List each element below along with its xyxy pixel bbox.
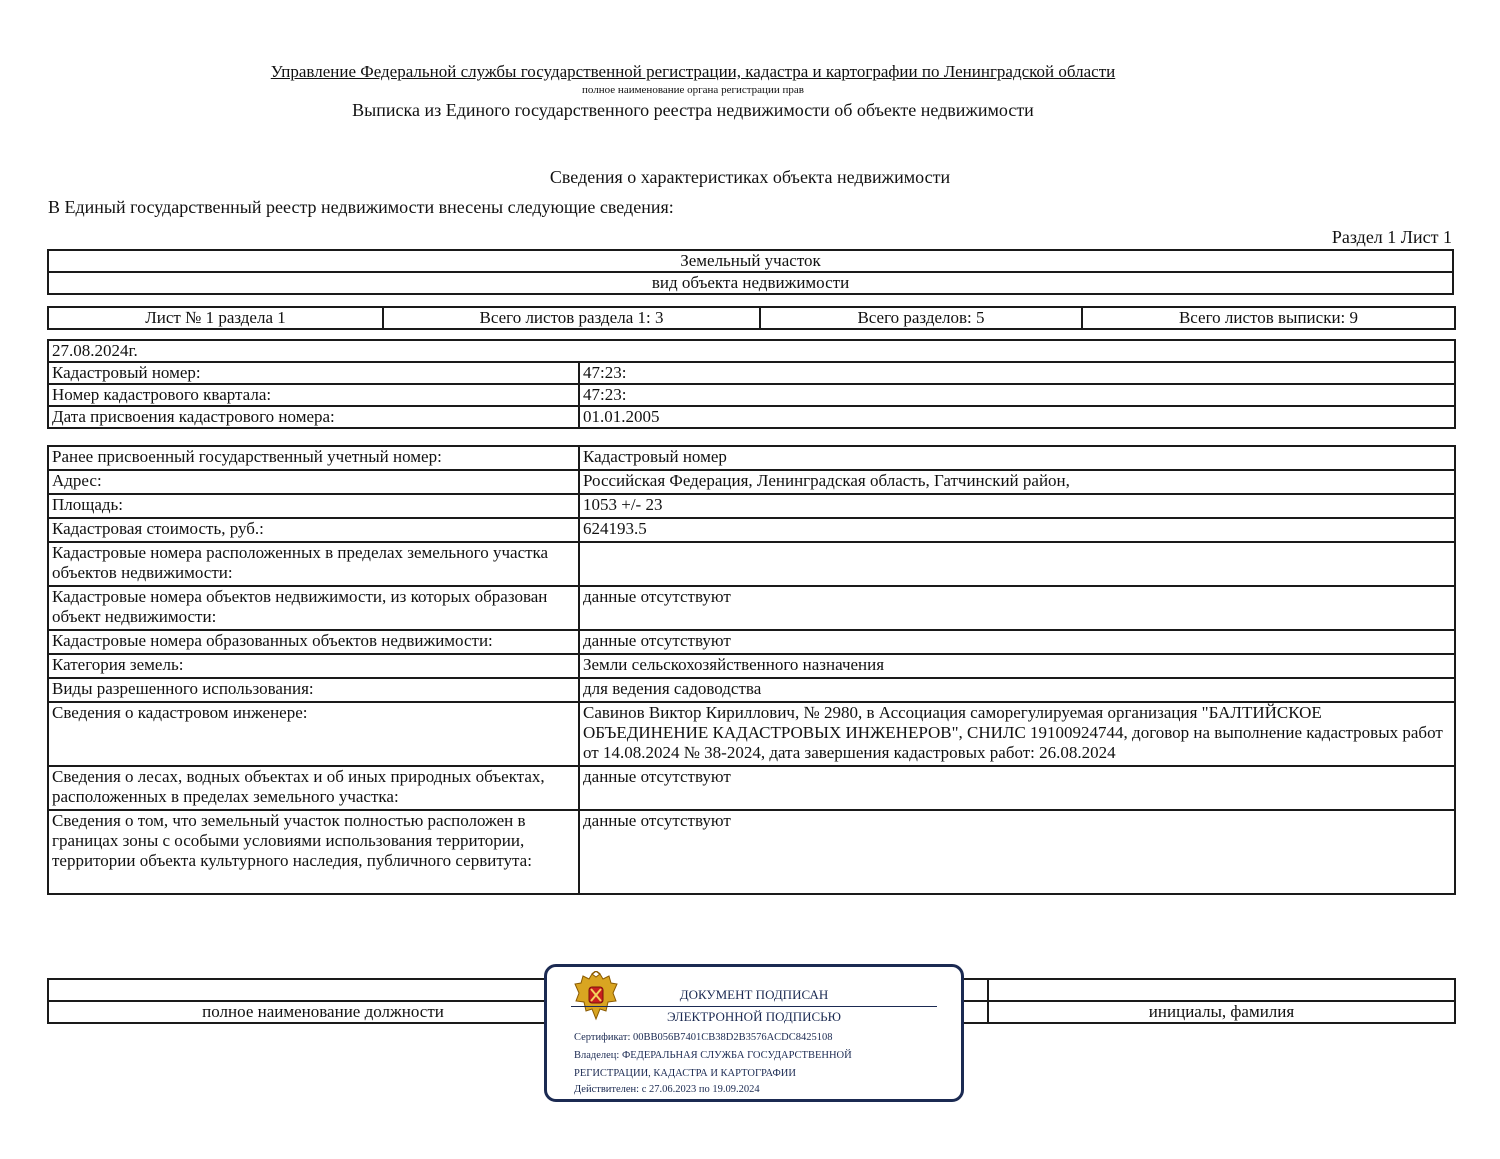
object-type: Земельный участок [48,250,1453,272]
total-sheet-count: Всего листов выписки: 9 [1082,307,1455,329]
row-value: Савинов Виктор Кириллович, № 2980, в Ассоциация саморегулируемая организация "БАЛТИЙСКОЕ ОБЪЕДИНЕНИЕ КАДАСТРОВЫХ ИНЖЕНЕРОВ", СНИЛС 19100924744, договор на выполнение кадастровых работ от 14.08.2024 № 38-2024, дата завершения кадастровых работ: 26.08.2024 [579,702,1455,766]
table-row [48,654,1455,678]
row-label: Дата присвоения кадастрового номера: [48,406,579,428]
row-label: Кадастровые номера объектов недвижимости, из которых образован объект недвижимости: [48,586,579,630]
sheets-table [47,306,1456,330]
sheet-number: Лист № 1 раздела 1 [48,307,383,329]
electronic-signature-stamp [544,964,964,1102]
stamp-title-line2: ЭЛЕКТРОННОЙ ПОДПИСЬЮ [667,1009,841,1024]
row-label: Кадастровая стоимость, руб.: [48,518,579,542]
stamp-title-line1: ДОКУМЕНТ ПОДПИСАН [679,987,829,1002]
row-label: Ранее присвоенный государственный учетный номер: [48,446,579,470]
table-row [48,446,1455,470]
row-value: Российская Федерация, Ленинградская область, Гатчинский район, [579,470,1455,494]
name-field [988,979,1455,1001]
table-row [48,384,1455,406]
row-value: данные отсутствуют [579,766,1455,810]
row-label: Кадастровые номера расположенных в пределах земельного участка объектов недвижимости: [48,542,579,586]
table-row [48,542,1455,586]
row-value: данные отсутствуют [579,630,1455,654]
row-label: Виды разрешенного использования: [48,678,579,702]
stamp-owner-line2: РЕГИСТРАЦИИ, КАДАСТРА И КАРТОГРАФИИ [574,1068,796,1079]
row-label: Категория земель: [48,654,579,678]
extract-date: 27.08.2024г. [48,340,1455,362]
row-value: 624193.5 [579,518,1455,542]
sheet-reference: Раздел 1 Лист 1 [1331,227,1452,247]
row-value: Земли сельскохозяйственного назначения [579,654,1455,678]
table-row [48,586,1455,630]
stamp-certificate: Сертификат: 00BB056B7401CB38D2B3576ACDC8425108 [574,1032,833,1043]
table-row [48,470,1455,494]
row-value: данные отсутствуют [579,810,1455,894]
table-row [48,494,1455,518]
object-type-table [47,249,1454,295]
row-value [579,542,1455,586]
row-label: Сведения о кадастровом инженере: [48,702,579,766]
table-row [48,518,1455,542]
row-label: Сведения о лесах, водных объектах и об иных природных объектах, расположенных в пределах земельного участка: [48,766,579,810]
row-value: Кадастровый номер [579,446,1455,470]
row-label: Номер кадастрового квартала: [48,384,579,406]
row-label: Сведения о том, что земельный участок полностью расположен в границах зоны с особыми условиями использования территории, территории объекта культурного наследия, публичного сервитута: [48,810,579,894]
position-field [48,979,598,1001]
table-row [48,678,1455,702]
agency-caption: полное наименование органа регистрации прав [582,84,804,96]
details-table [47,445,1456,895]
table-row [48,362,1455,384]
intro-text: В Единый государственный реестр недвижимости внесены следующие сведения: [48,197,674,217]
object-type-caption: вид объекта недвижимости [48,272,1453,294]
table-row [48,702,1455,766]
row-value: 01.01.2005 [579,406,1455,428]
row-value: 1053 +/- 23 [579,494,1455,518]
row-label: Площадь: [48,494,579,518]
basic-info-table [47,339,1456,429]
table-row [48,810,1455,894]
agency-name: Управление Федеральной службы государственной регистрации, кадастра и картографии по Ленинградской области [270,62,1116,81]
row-value: данные отсутствуют [579,586,1455,630]
stamp-owner-line1: Владелец: ФЕДЕРАЛЬНАЯ СЛУЖБА ГОСУДАРСТВЕННОЙ [574,1050,852,1061]
row-label: Адрес: [48,470,579,494]
section-count: Всего разделов: 5 [760,307,1082,329]
row-label: Кадастровые номера образованных объектов недвижимости: [48,630,579,654]
stamp-divider [571,1006,937,1007]
document-title: Выписка из Единого государственного реестра недвижимости об объекте недвижимости [352,100,1034,120]
row-value: для ведения садоводства [579,678,1455,702]
row-value: 47:23: [579,362,1455,384]
section-sheet-count: Всего листов раздела 1: 3 [383,307,760,329]
stamp-validity: Действителен: с 27.06.2023 по 19.09.2024 [574,1084,760,1095]
position-caption: полное наименование должности [48,1001,598,1023]
row-value: 47:23: [579,384,1455,406]
row-label: Кадастровый номер: [48,362,579,384]
table-row [48,406,1455,428]
name-caption: инициалы, фамилия [988,1001,1455,1023]
table-row [48,630,1455,654]
section-title: Сведения о характеристиках объекта недвижимости [549,167,951,187]
table-row [48,766,1455,810]
